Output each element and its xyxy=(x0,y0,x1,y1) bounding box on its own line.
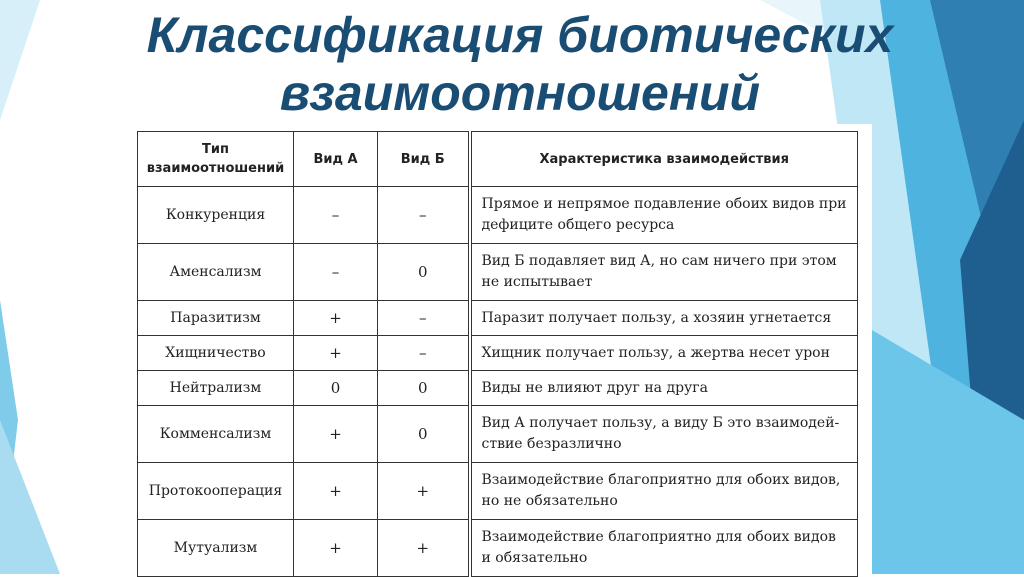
cell-a: + xyxy=(294,336,378,371)
cell-a: + xyxy=(294,301,378,336)
cell-type: Мутуализм xyxy=(138,520,294,577)
table-row xyxy=(138,371,858,406)
decor-left-light xyxy=(0,0,40,120)
table-row xyxy=(138,244,858,301)
cell-a: + xyxy=(294,406,378,463)
cell-b: 0 xyxy=(378,371,470,406)
table-row xyxy=(138,336,858,371)
cell-b: – xyxy=(378,301,470,336)
cell-b: + xyxy=(378,463,470,520)
table-row xyxy=(138,301,858,336)
cell-type: Нейтрализм xyxy=(138,371,294,406)
table-row xyxy=(138,187,858,244)
cell-desc: Паразит получает пользу, а хозяин угнетается xyxy=(470,301,858,336)
cell-desc: Взаимодействие благоприятно для обоих видов, но не обязательно xyxy=(470,463,858,520)
cell-desc: Взаимодействие благоприятно для обоих видов и обязательно xyxy=(470,520,858,577)
header-species-a: Вид А xyxy=(294,132,378,187)
cell-a: + xyxy=(294,463,378,520)
cell-a: 0 xyxy=(294,371,378,406)
cell-a: – xyxy=(294,187,378,244)
header-type: Тип взаимоотношений xyxy=(138,132,294,187)
cell-type: Комменсализм xyxy=(138,406,294,463)
cell-type: Аменсализм xyxy=(138,244,294,301)
cell-a: – xyxy=(294,244,378,301)
cell-desc: Прямое и непрямое подавление обоих видов при дефиците общего ресурса xyxy=(470,187,858,244)
cell-a: + xyxy=(294,520,378,577)
header-characteristic: Характеристика взаимодействия xyxy=(470,132,858,187)
relations-table xyxy=(137,131,858,577)
cell-b: – xyxy=(378,187,470,244)
page-title: Классификация биотических взаимоотношений xyxy=(146,7,894,121)
table-header-row xyxy=(138,132,858,187)
table-image xyxy=(130,124,872,574)
header-species-b: Вид Б xyxy=(378,132,470,187)
cell-desc: Виды не влияют друг на друга xyxy=(470,371,858,406)
cell-type: Хищничество xyxy=(138,336,294,371)
table-row xyxy=(138,463,858,520)
cell-type: Конкуренция xyxy=(138,187,294,244)
cell-desc: Хищник получает пользу, а жертва несет урон xyxy=(470,336,858,371)
cell-type: Протокооперация xyxy=(138,463,294,520)
cell-desc: Вид Б подавляет вид А, но сам ничего при этом не испытывает xyxy=(470,244,858,301)
cell-b: + xyxy=(378,520,470,577)
cell-b: – xyxy=(378,336,470,371)
cell-type: Паразитизм xyxy=(138,301,294,336)
cell-desc: Вид А получает пользу, а виду Б это взаимодей-ствие безразлично xyxy=(470,406,858,463)
cell-b: 0 xyxy=(378,244,470,301)
decor-left-bottom xyxy=(0,420,60,574)
cell-b: 0 xyxy=(378,406,470,463)
table-row xyxy=(138,520,858,577)
table-row xyxy=(138,406,858,463)
